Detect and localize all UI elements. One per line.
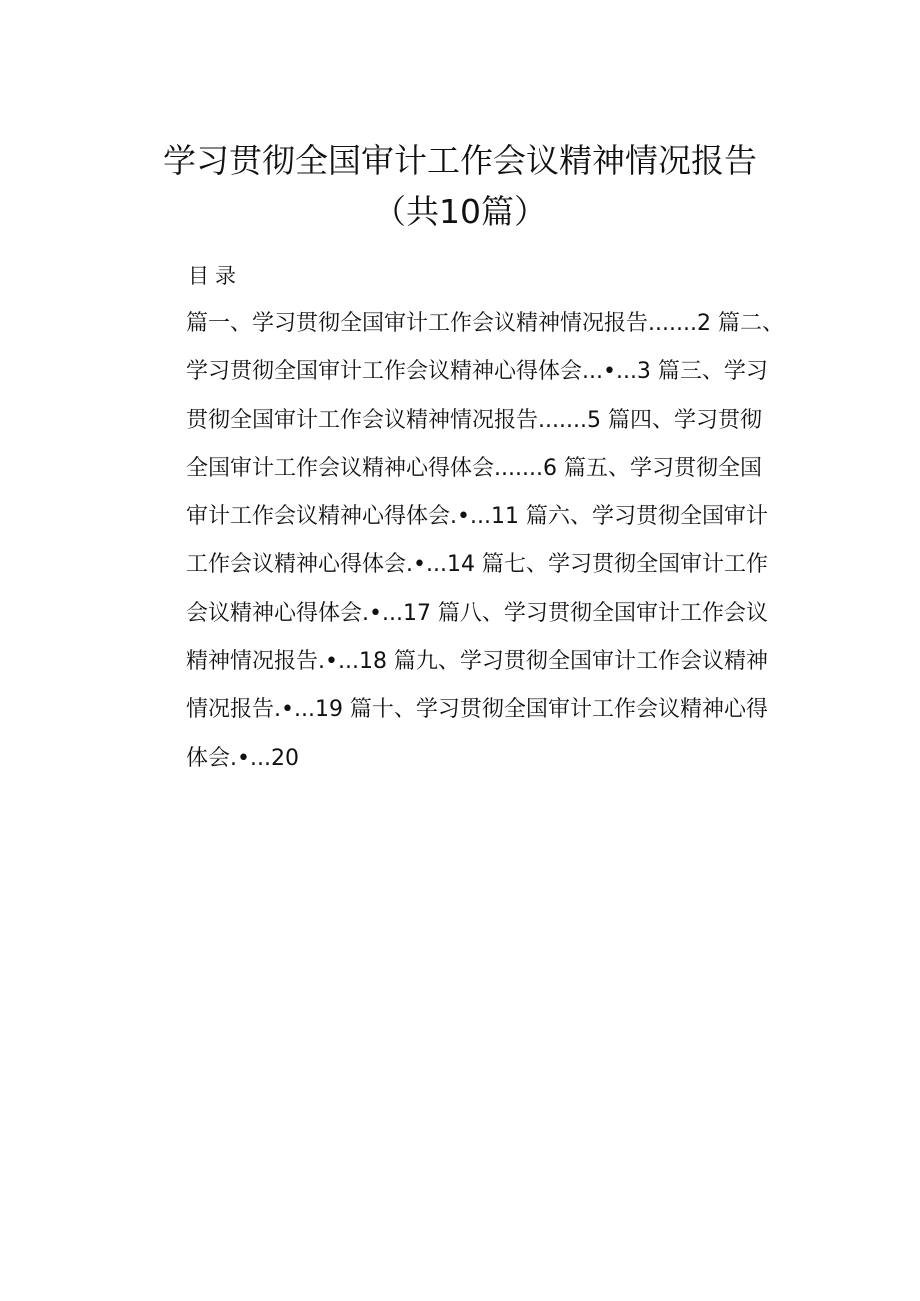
toc-line: 贯彻全国审计工作会议精神情况报告.......5 篇四、学习贯彻 [186,407,762,433]
toc-line: 学习贯彻全国审计工作会议精神心得体会...•...3 篇三、学习 [186,359,768,385]
document-subtitle: （共10篇） [373,192,547,231]
toc-line: 会议精神心得体会.•...17 篇八、学习贯彻全国审计工作会议 [186,600,768,626]
toc-line: 篇一、学习贯彻全国审计工作会议精神情况报告.......2 篇二、 [186,311,784,336]
table-of-contents [186,305,796,788]
document-title: 学习贯彻全国审计工作会议精神情况报告 [163,141,757,180]
toc-line: 精神情况报告.•...18 篇九、学习贯彻全国审计工作会议精神 [186,649,768,675]
toc-heading: 目录 [188,264,242,288]
toc-line: 体会.•...20 [186,745,299,771]
toc-line: 工作会议精神心得体会.•...14 篇七、学习贯彻全国审计工作 [186,552,768,578]
toc-line: 审计工作会议精神心得体会.•...11 篇六、学习贯彻全国审计 [186,504,768,530]
toc-line: 全国审计工作会议精神心得体会.......6 篇五、学习贯彻全国 [186,455,762,481]
toc-line: 情况报告.•...19 篇十、学习贯彻全国审计工作会议精神心得 [186,697,768,723]
